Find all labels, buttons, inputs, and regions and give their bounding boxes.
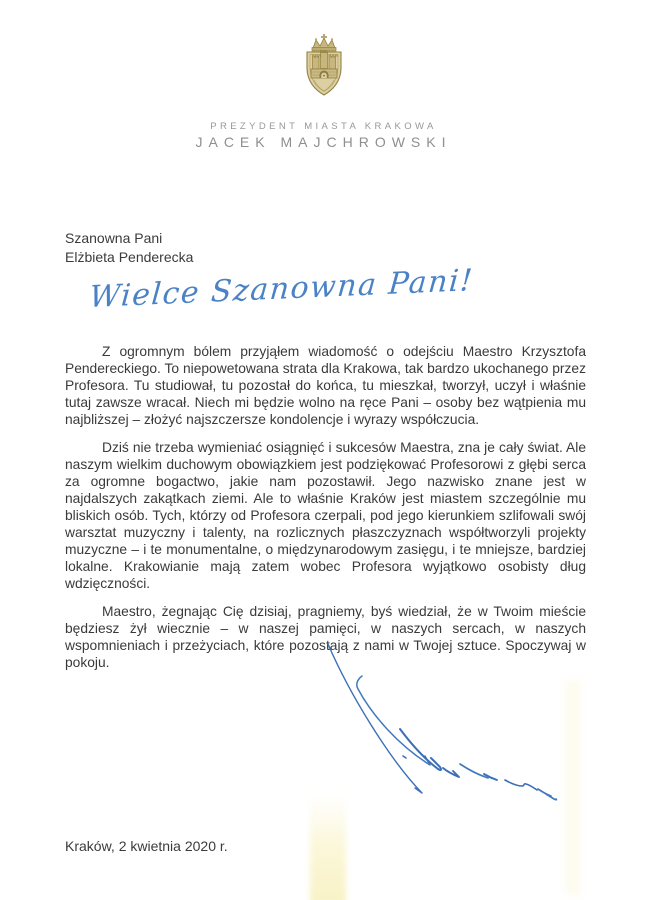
sender-name: JACEK MAJCHROWSKI [195,134,452,150]
addressee-name: Elżbieta Penderecka [65,248,194,265]
letter-paragraph: Dziś nie trzeba wymieniać osiągnięć i sukcesów Maestra, zna je cały świat. Ale naszym wielkim duchowym obowiązkiem jest podziękować Profesorowi z głębi serca za ogromne bogactwo, jakie nam pozostawił. Jego nazwisko znane jest w najdalszych zakątkach ziemi. Ale to właśnie Kraków jest miastem szczególnie mu bliskich osób. Tych, którzy od Profesora czerpali, pod jego kierunkiem szlifowali swój warsztat muzyczny i talenty, na rozlicznych płaszczyznach współtworzyli projekty muzyczne – i te monumentalne, o międzynarodowym zasięgu, i te mniejsze, bardziej lokalne. Krakowianie mają zatem wobec Profesora wyjątkowo osobisty dług wdzięczności. [65,440,586,591]
date-place-line: Kraków, 2 kwietnia 2020 r. [65,838,228,854]
letter-paragraph: Z ogromnym bólem przyjąłem wiadomość o odejściu Maestro Krzysztofa Pendereckiego. To niepowetowana strata dla Krakowa, tak bardzo ukochanego przez Profesora. Tu studiował, tu pozostał do końca, tu mieszkał, tworzył, uczył i właśnie tutaj zawsze wracał. Niech mi będzie wolno na ręce Pani – osoby bez wątpienia mu najbliższej – złożyć najszczersze kondolencje i wyrazy współczucia. [65,344,586,427]
letter-body [65,343,586,682]
handwritten-greeting: Wielce Szanowna Pani! [88,263,475,315]
sender-title: PREZYDENT MIASTA KRAKOWA [210,121,437,132]
signature-scribble [310,635,570,810]
addressee-salutation: Szanowna Pani [65,230,163,246]
scan-artifact-streak [310,795,346,900]
letter-paragraph: Maestro, żegnając Cię dzisiaj, pragniemy, byś wiedział, że w Twoim mieście będziesz żył wiecznie – w naszej pamięci, w naszych sercach, w naszych wspomnieniach i przeżyciach, które pozostają z nami w Twojej sztuce. Spoczywaj w pokoju. [65,604,586,670]
addressee-block [65,229,193,266]
krakow-crest-icon [298,33,350,97]
